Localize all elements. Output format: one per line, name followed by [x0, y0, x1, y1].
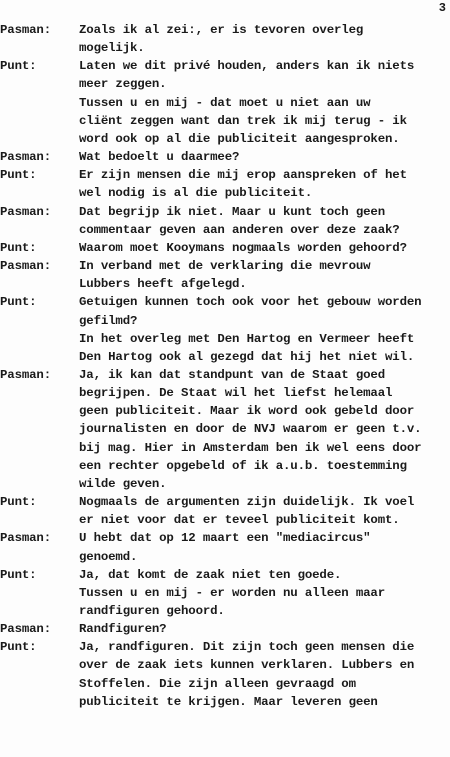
transcript-line	[0, 21, 450, 39]
dialogue-text: word ook op al die publiciteit aangesproken.	[79, 131, 400, 146]
transcript-line	[0, 384, 450, 402]
dialogue-text: In verband met de verklaring die mevrouw	[79, 259, 371, 274]
transcript-line	[0, 693, 450, 711]
dialogue-text: cliënt zeggen want dan trek ik mij terug - ik	[79, 113, 407, 128]
speaker-label	[0, 384, 79, 402]
dialogue-text: Wat bedoelt u daarmee?	[79, 150, 240, 165]
speaker-label: Pasman:	[0, 204, 51, 219]
transcript-line	[0, 548, 450, 566]
dialogue-text: wel nodig is al die publiciteit.	[79, 186, 313, 201]
dialogue-text: Getuigen kunnen toch ook voor het gebouw worden	[79, 295, 422, 310]
speaker-label	[0, 420, 79, 438]
speaker-label	[0, 112, 79, 130]
speaker-label: Punt:	[0, 295, 37, 310]
dialogue-text: U hebt dat op 12 maart een "mediacircus"	[79, 531, 371, 546]
dialogue-text: Stoffelen. Die zijn alleen gevraagd om	[79, 676, 356, 691]
speaker-label	[0, 475, 79, 493]
transcript-line	[0, 221, 450, 239]
transcript-line	[0, 312, 450, 330]
transcript-line	[0, 130, 450, 148]
dialogue-text: geen publiciteit. Maar ik word ook gebeld door	[79, 404, 415, 419]
dialogue-text: Waarom moet Kooymans nogmaals worden gehoord?	[79, 240, 407, 255]
transcript-line	[0, 529, 450, 547]
dialogue-text: Zoals ik al zei:, er is tevoren overleg	[79, 23, 364, 37]
speaker-label: Punt:	[0, 567, 37, 582]
dialogue-text: Tussen u en mij - dat moet u niet aan uw	[79, 95, 371, 110]
speaker-label	[0, 693, 79, 711]
dialogue-text: mogelijk.	[79, 41, 145, 56]
speaker-label	[0, 130, 79, 148]
speaker-label: Punt:	[0, 59, 37, 74]
transcript-line	[0, 420, 450, 438]
transcript-line	[0, 94, 450, 112]
transcript-line	[0, 493, 450, 511]
speaker-label	[0, 511, 79, 529]
dialogue-text: Nogmaals de argumenten zijn duidelijk. Ik voel	[79, 495, 415, 510]
transcript-line	[0, 166, 450, 184]
speaker-label: Pasman:	[0, 23, 51, 37]
dialogue-text: gefilmd?	[79, 313, 138, 328]
speaker-label	[0, 184, 79, 202]
speaker-label	[0, 348, 79, 366]
speaker-label: Punt:	[0, 168, 37, 183]
dialogue-text: er niet voor dat er teveel publiciteit komt.	[79, 513, 400, 528]
transcript-line	[0, 148, 450, 166]
transcript-line	[0, 511, 450, 529]
transcript-line	[0, 275, 450, 293]
transcript	[0, 21, 450, 711]
speaker-label	[0, 39, 79, 57]
speaker-label	[0, 330, 79, 348]
dialogue-text: Tussen u en mij - er worden nu alleen maar	[79, 585, 385, 600]
transcript-line	[0, 112, 450, 130]
dialogue-text: begrijpen. De Staat wil het liefst helemaal	[79, 386, 393, 401]
speaker-label: Punt:	[0, 495, 37, 510]
transcript-line	[0, 620, 450, 638]
speaker-label	[0, 675, 79, 693]
speaker-label: Pasman:	[0, 150, 51, 165]
speaker-label	[0, 75, 79, 93]
transcript-line	[0, 675, 450, 693]
transcript-line	[0, 402, 450, 420]
dialogue-text: In het overleg met Den Hartog en Vermeer heeft	[79, 331, 415, 346]
transcript-line	[0, 184, 450, 202]
page-number: 3	[438, 1, 446, 15]
speaker-label: Punt:	[0, 640, 37, 655]
transcript-line	[0, 348, 450, 366]
speaker-label: Pasman:	[0, 259, 51, 274]
speaker-label	[0, 457, 79, 475]
transcript-line	[0, 638, 450, 656]
speaker-label	[0, 656, 79, 674]
transcript-line	[0, 366, 450, 384]
dialogue-text: publiciteit te krijgen. Maar leveren geen	[79, 694, 378, 709]
dialogue-text: bij mag. Hier in Amsterdam ben ik wel eens door	[79, 440, 422, 455]
dialogue-text: Lubbers heeft afgelegd.	[79, 277, 247, 292]
speaker-label: Pasman:	[0, 367, 51, 382]
transcript-line	[0, 457, 450, 475]
transcript-line	[0, 475, 450, 493]
speaker-label	[0, 584, 79, 602]
dialogue-text: genoemd.	[79, 549, 138, 564]
speaker-label	[0, 402, 79, 420]
transcript-line	[0, 57, 450, 75]
dialogue-text: Ja, ik kan dat standpunt van de Staat goed	[79, 367, 385, 382]
dialogue-text: een rechter opgebeld of ik a.u.b. toestemming	[79, 458, 407, 473]
dialogue-text: Dat begrijp ik niet. Maar u kunt toch geen	[79, 204, 385, 219]
transcript-line	[0, 584, 450, 602]
dialogue-text: Laten we dit privé houden, anders kan ik niets	[79, 59, 415, 74]
speaker-label: Punt:	[0, 240, 37, 255]
transcript-line	[0, 602, 450, 620]
dialogue-text: Den Hartog ook al gezegd dat hij het niet wil.	[79, 349, 415, 364]
speaker-label: Pasman:	[0, 531, 51, 546]
speaker-label	[0, 312, 79, 330]
transcript-line	[0, 293, 450, 311]
transcript-line	[0, 239, 450, 257]
transcript-line	[0, 203, 450, 221]
dialogue-text: commentaar geven aan anderen over deze zaak?	[79, 222, 400, 237]
dialogue-text: Er zijn mensen die mij erop aanspreken of het	[79, 168, 407, 183]
transcript-line	[0, 656, 450, 674]
dialogue-text: Randfiguren?	[79, 622, 167, 637]
speaker-label	[0, 221, 79, 239]
speaker-label	[0, 94, 79, 112]
speaker-label	[0, 275, 79, 293]
speaker-label	[0, 602, 79, 620]
dialogue-text: over de zaak iets kunnen verklaren. Lubbers en	[79, 658, 415, 673]
dialogue-text: Ja, dat komt de zaak niet ten goede.	[79, 567, 342, 582]
dialogue-text: randfiguren gehoord.	[79, 604, 225, 618]
dialogue-text: Ja, randfiguren. Dit zijn toch geen mensen die	[79, 640, 415, 655]
dialogue-text: wilde geven.	[79, 476, 167, 491]
dialogue-text: meer zeggen.	[79, 77, 167, 92]
transcript-line	[0, 566, 450, 584]
transcript-line	[0, 39, 450, 57]
speaker-label	[0, 548, 79, 566]
transcript-line	[0, 75, 450, 93]
transcript-line	[0, 257, 450, 275]
transcript-line	[0, 439, 450, 457]
transcript-line	[0, 330, 450, 348]
speaker-label: Pasman:	[0, 622, 51, 637]
dialogue-text: journalisten en door de NVJ waarom er geen t.v.	[79, 422, 422, 437]
speaker-label	[0, 439, 79, 457]
